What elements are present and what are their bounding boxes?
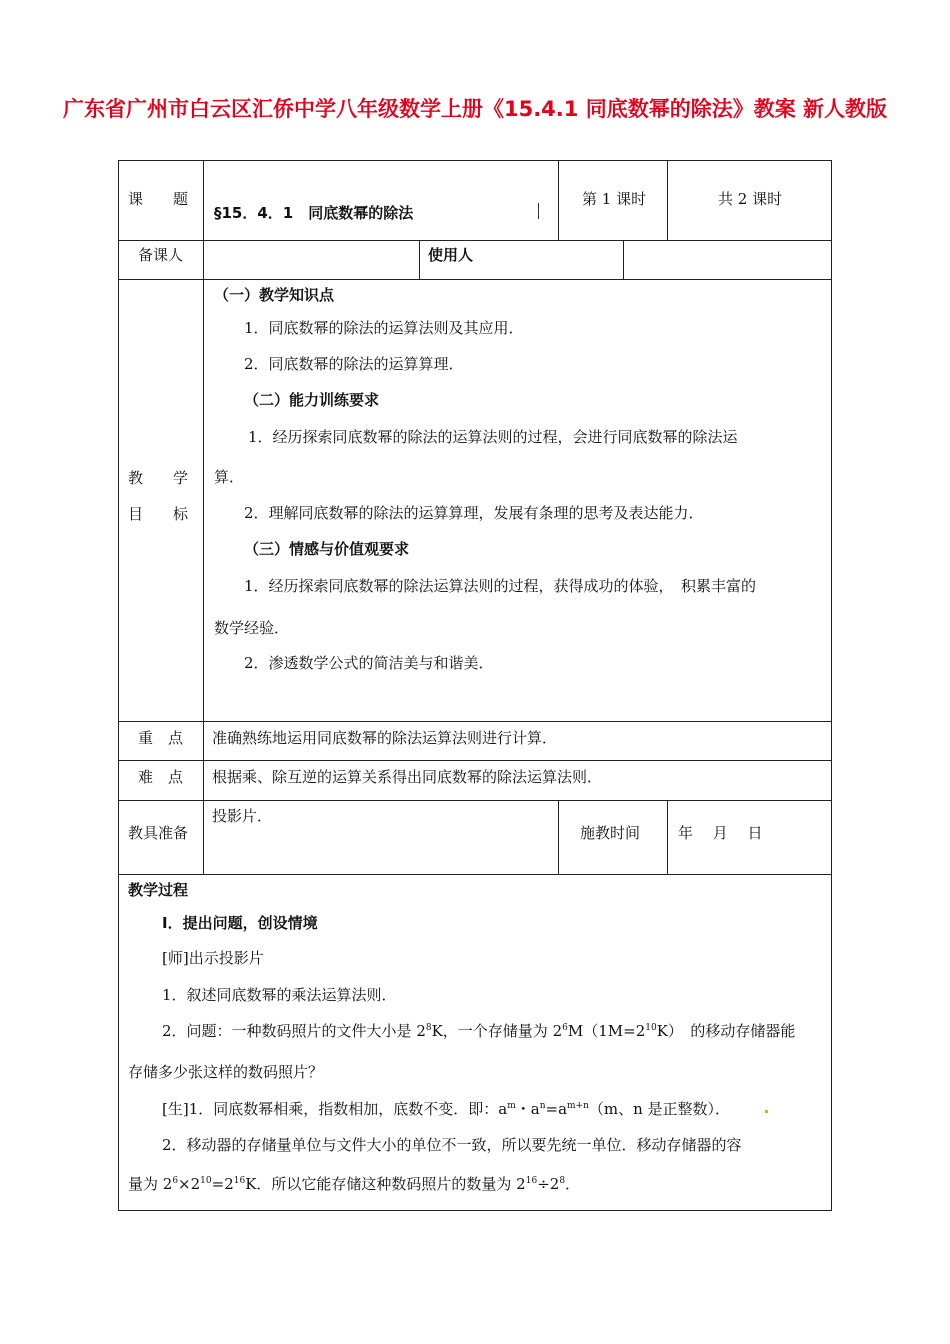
tools-label: 教具准备	[128, 824, 189, 842]
user-label: 使用人	[428, 246, 474, 264]
paragraph: [师]出示投影片	[162, 949, 264, 967]
topic-label: 课 题	[128, 190, 189, 208]
list-item: 1．经历探索同底数幂的除法的运算法则的过程，会进行同底数幂的除法运	[248, 428, 738, 446]
objectives-label-2: 目 标	[128, 505, 189, 523]
section-heading: （一）教学知识点	[214, 286, 335, 304]
paragraph: 2．移动器的存储量单位与文件大小的单位不一致，所以要先统一单位．移动存储器的容	[162, 1136, 742, 1154]
lesson-number: 第 1 课时	[582, 190, 647, 208]
difficult-point-text: 根据乘、除互逆的运算关系得出同底数幂的除法运算法则．	[212, 768, 603, 786]
tools-text: 投影片．	[212, 807, 273, 825]
paragraph: [生]1．同底数幂相乘，指数相加，底数不变．即：$a^m$・$a^n=a^{m+n}(m$、n 是正整数）．	[162, 1100, 731, 1118]
paragraph-continued: 存储多少张这样的数码照片？	[128, 1063, 324, 1081]
teaching-time-label: 施教时间	[580, 824, 641, 842]
section-heading: Ⅰ．提出问题，创设情境	[162, 914, 318, 932]
list-item: 2．理解同底数幂的除法的运算算理，发展有条理的思考及表达能力．	[244, 504, 704, 522]
list-item: 2．同底数幂的除法的运算算理．	[244, 355, 464, 373]
list-item: 2．渗透数学公式的简洁美与和谐美．	[244, 654, 494, 672]
difficult-point-label: 难 点	[138, 768, 184, 786]
paragraph-continued: 量为 $2^6\times 2^{10}=2^{16}K$．所以它能存储这种数码照片的数量为 $2^{16}\div 2^8$．	[128, 1175, 581, 1193]
topic-value: §15．4．1 同底数幂的除法	[214, 204, 414, 222]
paragraph: 2．问题：一种数码照片的文件大小是 $2^8K$，一个存储量为 $2^6M(1M=2^{10}K)$ 的移动存储器能	[162, 1022, 796, 1040]
teaching-time-value: 年 月 日	[678, 824, 763, 842]
key-point-label: 重 点	[138, 729, 184, 747]
objectives-label-1: 教 学	[128, 469, 189, 487]
preparer-label: 备课人	[138, 246, 184, 264]
mark-dot	[765, 1110, 768, 1113]
section-heading: （三）情感与价值观要求	[244, 540, 410, 558]
list-item: 1．同底数幂的除法的运算法则及其应用．	[244, 319, 524, 337]
list-item-continued: 算．	[214, 468, 245, 486]
key-point-text: 准确熟练地运用同底数幂的除法运算法则进行计算．	[212, 729, 558, 747]
list-item: 1．经历探索同底数幂的除法运算法则的过程，获得成功的体验， 积累丰富的	[244, 577, 757, 595]
section-heading: （二）能力训练要求	[244, 391, 380, 409]
text-cursor	[538, 203, 539, 219]
paragraph: 1．叙述同底数幂的乘法运算法则．	[162, 986, 397, 1004]
lesson-total: 共 2 课时	[718, 190, 783, 208]
process-heading: 教学过程	[128, 881, 189, 899]
page-title: 广东省广州市白云区汇侨中学八年级数学上册《15.4.1 同底数幂的除法》教案 新人教版	[62, 97, 888, 121]
list-item-continued: 数学经验．	[214, 619, 290, 637]
